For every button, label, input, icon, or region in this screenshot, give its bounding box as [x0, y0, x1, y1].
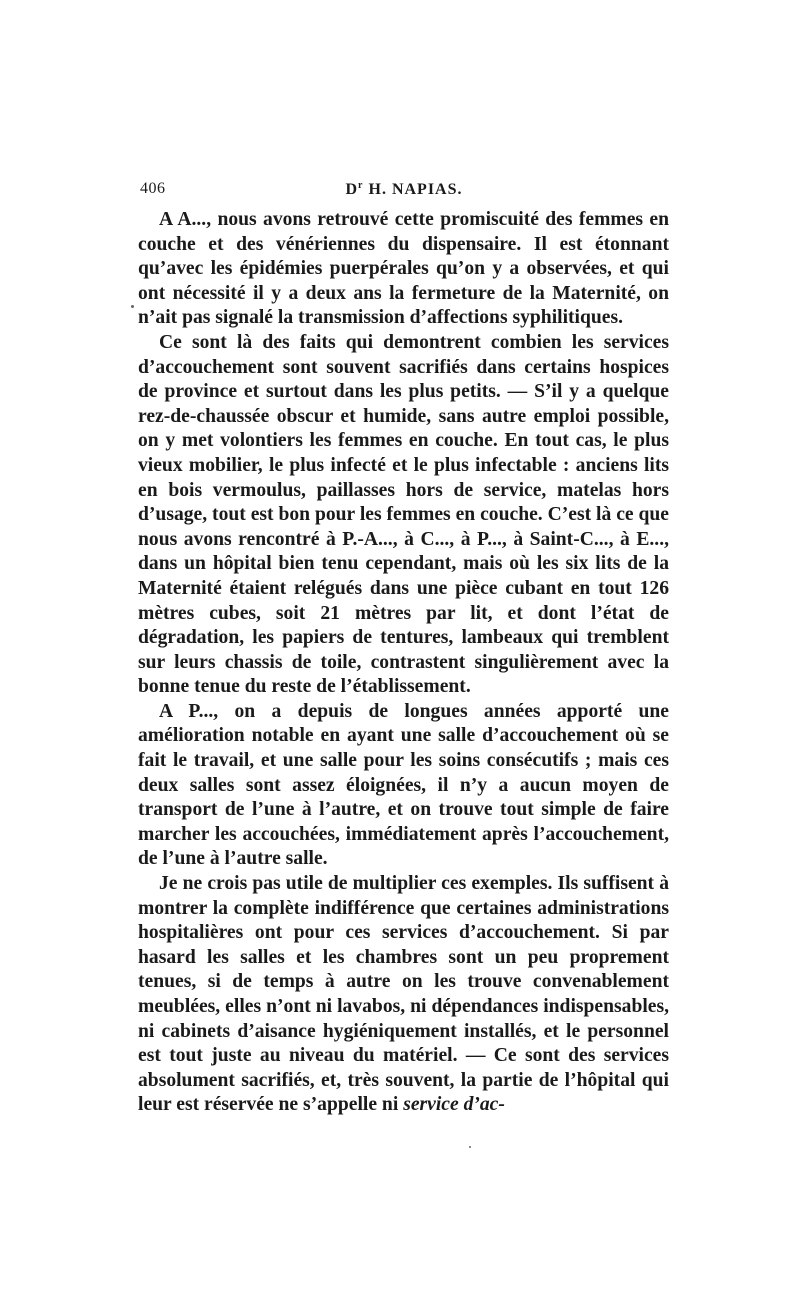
- paragraph-1: A A..., nous avons retrouvé cette promiscuité des femmes en couche et des vénériennes du dispensaire. Il est étonnant qu’avec les épidémies puerpérales qu’on y a observées, et qui ont nécessité il y a deux ans la fermeture de la Maternité, on n’ait pas signalé la transmission d’affections syphilitiques.: [138, 209, 669, 329]
- author-prefix: D: [345, 181, 359, 198]
- running-head: [140, 180, 668, 199]
- paragraph-4-italic-tail: service d’ac-: [403, 1094, 505, 1116]
- page-number: 406: [140, 180, 166, 197]
- body-text: [138, 208, 669, 1118]
- paragraph-4: [138, 872, 669, 1118]
- print-speck: [131, 305, 134, 308]
- paragraph-3: A P..., on a depuis de longues années apporté une amélioration notable en ayant une salle d’accouchement où se fait le travail, et une salle pour les soins consécutifs ; mais ces deux salles sont assez éloignées, il n’y a aucun moyen de transport de l’une à l’autre, et on trouve tout simple de faire marcher les accouchées, immédiatement après l’accouchement, de l’une à l’autre salle.: [138, 700, 669, 870]
- author-name: H. NAPIAS.: [363, 181, 463, 198]
- author-prefix-superscript: r: [358, 180, 364, 191]
- paragraph-4-text: Je ne crois pas utile de multiplier ces exemples. Ils suffisent à montrer la complète indifférence que certaines administrations hospitalières ont pour ces services d’accouchement. Si par hasard les salles et les chambres sont un peu proprement tenues, si de temps à autre on les trouve convenablement meublées, elles n’ont ni lavabos, ni dépendances indispensables, ni cabinets d’aisance hygiéniquement installés, et le personnel est tout juste au niveau du matériel. — Ce sont des services absolument sacrifiés, et, très souvent, la partie de l’hôpital qui leur est réservée ne s’appelle ni: [138, 873, 669, 1116]
- page-header: [140, 180, 668, 208]
- print-speck: [469, 1146, 471, 1148]
- paragraph-2: Ce sont là des faits qui demontrent combien les services d’accouchement sont souvent sacrifiés dans certains hospices de province et surtout dans les plus petits. — S’il y a quelque rez-de-chaussée obscur et humide, sans autre emploi possible, on y met volontiers les femmes en couche. En tout cas, le plus vieux mobilier, le plus infecté et le plus infectable : anciens lits en bois vermoulus, paillasses hors de service, matelas hors d’usage, tout est bon pour les femmes en couche. C’est là ce que nous avons rencontré à P.-A..., à C..., à P..., à Saint-C..., à E..., dans un hôpital bien tenu cependant, mais où les six lits de la Maternité étaient relégués dans une pièce cubant en tout 126 mètres cubes, soit 21 mètres par lit, et dont l’état de dégradation, les papiers de tentures, lambeaux qui tremblent sur leurs chassis de toile, contrastent singulièrement avec la bonne tenue du reste de l’établissement.: [138, 331, 669, 698]
